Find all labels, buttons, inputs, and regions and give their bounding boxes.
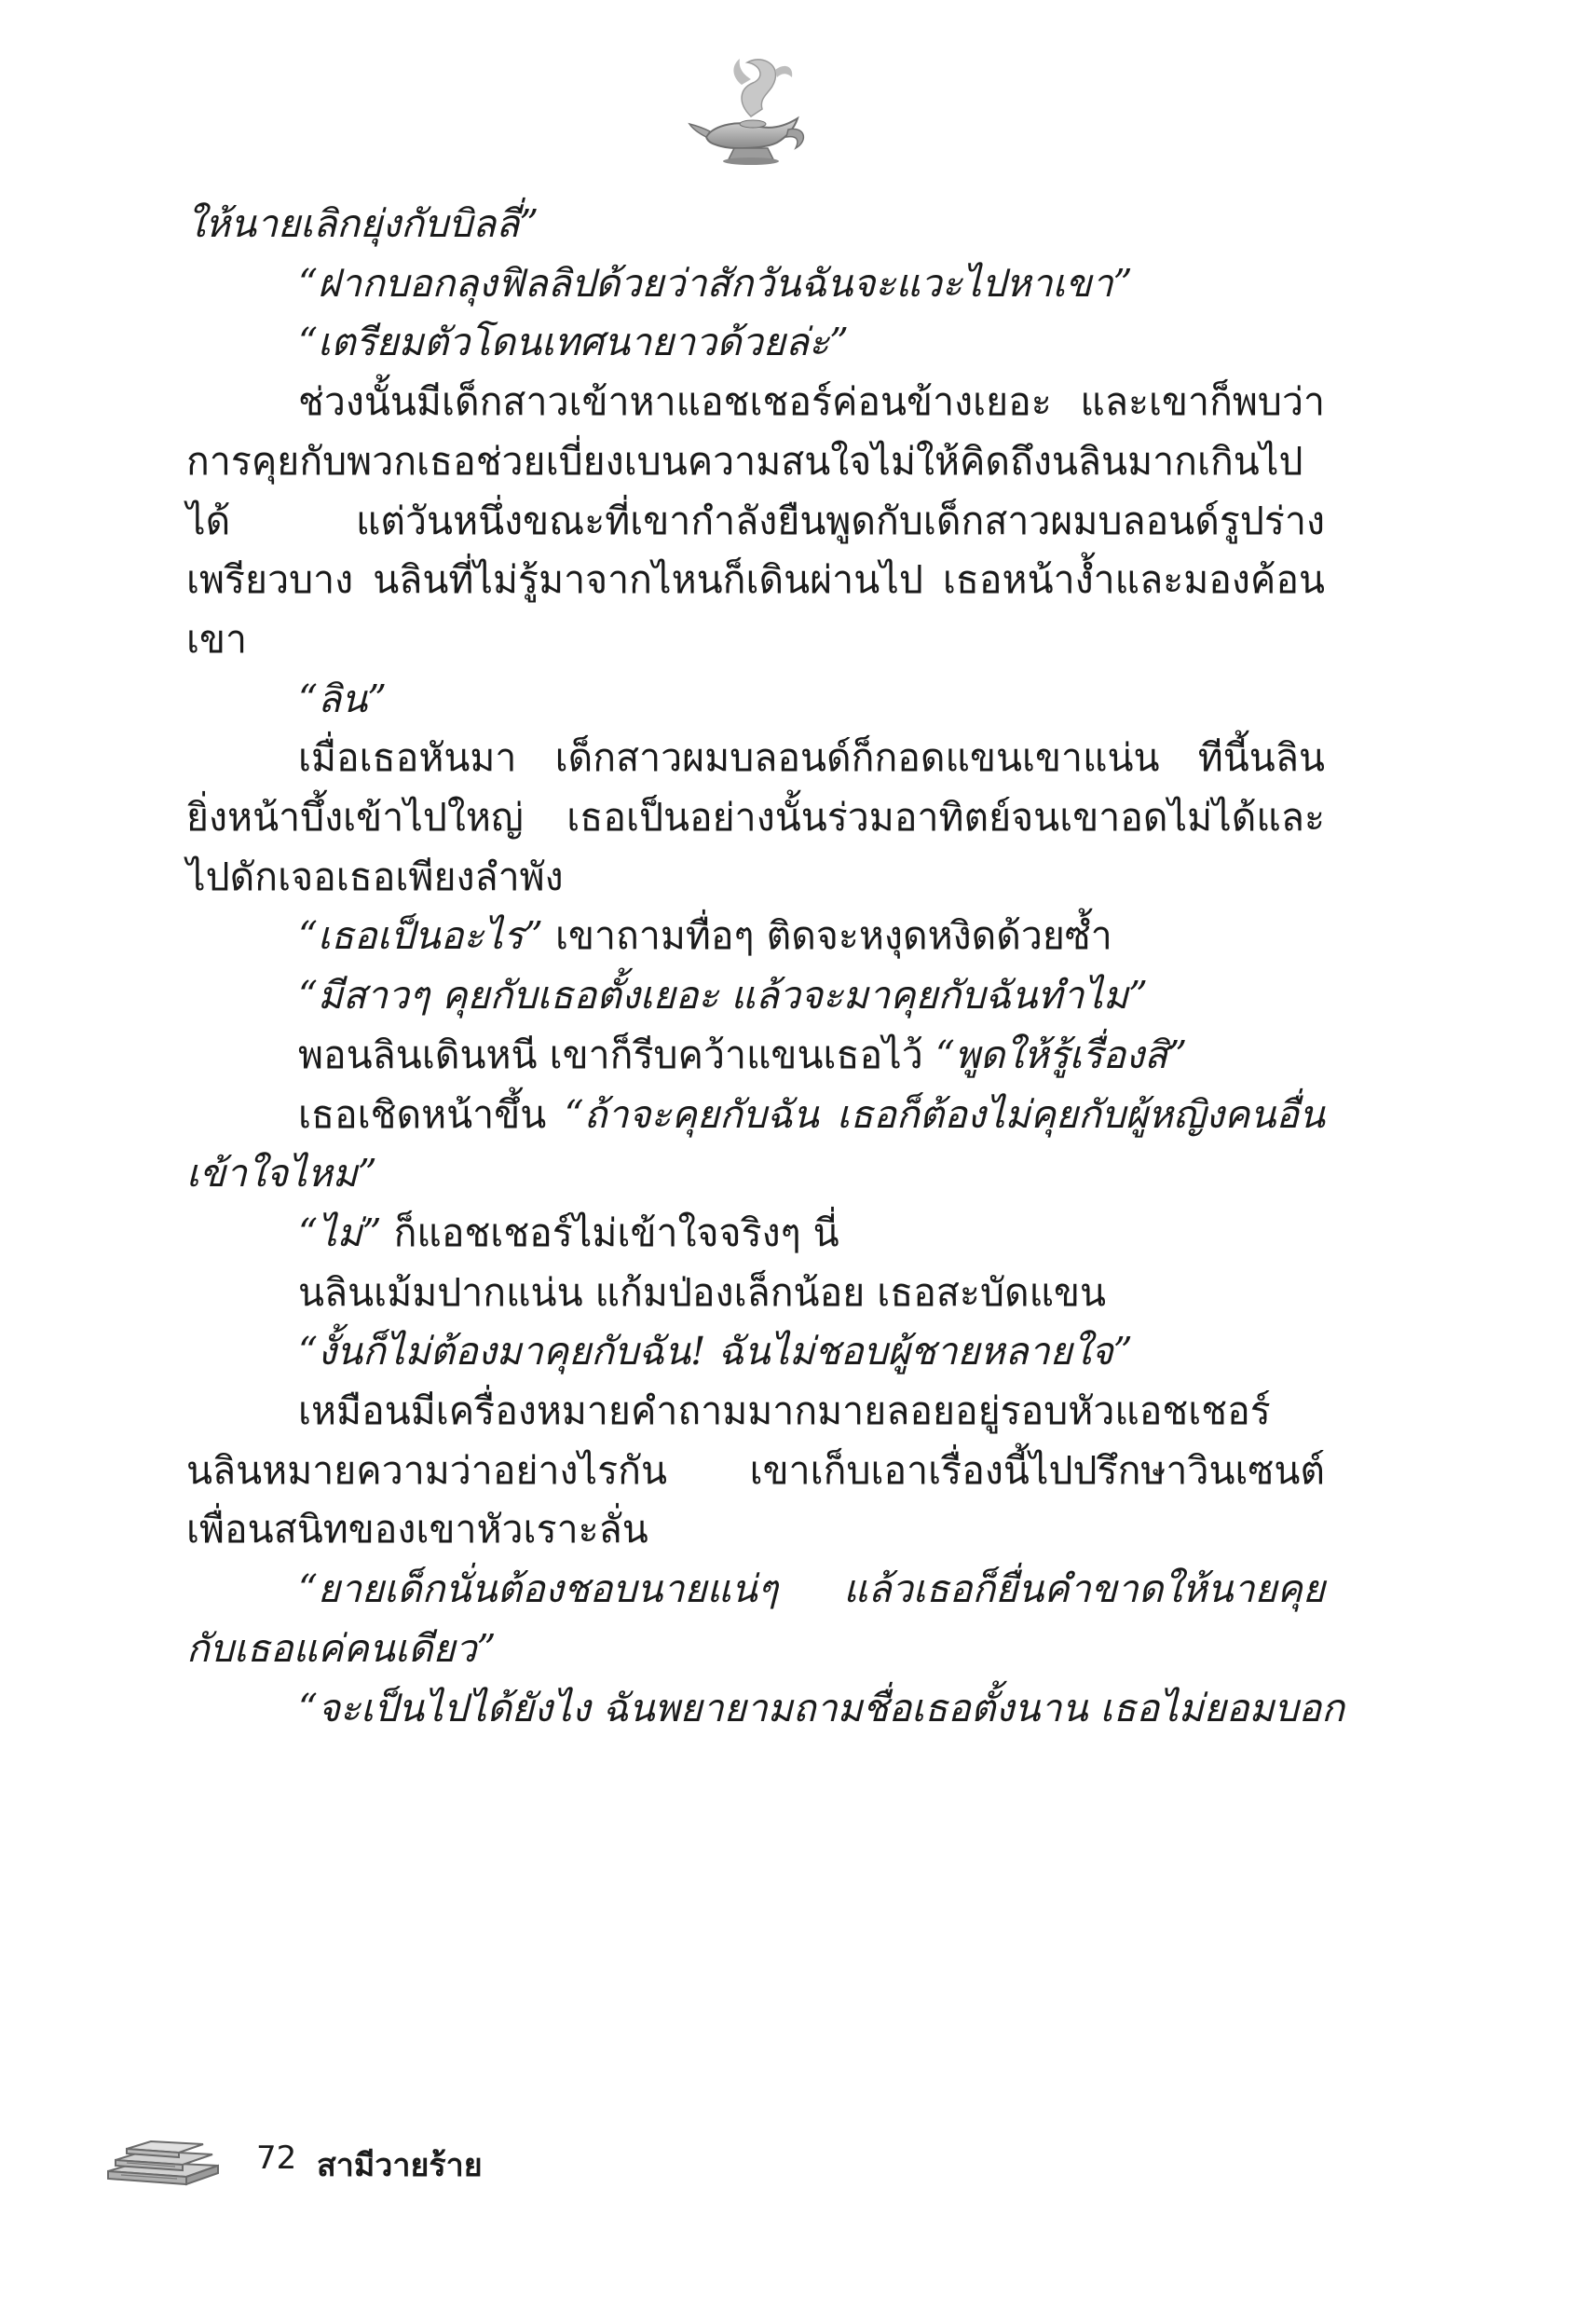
text-segment: นลินเม้มปากแน่น แก้มป่องเล็กน้อย เธอสะบัดแขน (298, 1269, 1107, 1315)
text-line (298, 1265, 1325, 1320)
text-line (186, 552, 1325, 608)
text-segment: พอนลินเดินหนี เขาก็รีบคว้าแขนเธอไว้ (298, 1032, 935, 1077)
text-segment: “ฝากบอกลุงฟิลลิปด้วยว่าสักวันฉันจะแวะไปหาเขา” (298, 260, 1133, 306)
text-segment: ให้นายเลิกยุ่งกับบิลลี่” (186, 201, 539, 246)
text-line (186, 433, 1325, 489)
book-title: สามีวายร้าย (317, 2147, 483, 2184)
text-segment: “งั้นก็ไม่ต้องมาคุยกับฉัน! ฉันไม่ชอบผู้ชายหลายใจ” (298, 1329, 1133, 1374)
text-line (186, 196, 1325, 252)
page-number: 72 (256, 2140, 297, 2177)
text-segment: “ถ้าจะคุยกับฉัน เธอก็ต้องไม่คุยกับผู้หญิงคนอื่น (564, 1091, 1325, 1137)
text-segment: ก็แอชเชอร์ไม่เข้าใจจริงๆ นี่ (381, 1210, 839, 1255)
text-line (298, 671, 1325, 727)
text-segment: กับเธอแค่คนเดียว” (186, 1625, 497, 1671)
text-segment: “ไม่” (298, 1210, 382, 1255)
page-footer (102, 2134, 848, 2190)
text-segment: เขา (186, 616, 248, 662)
text-segment: “เตรียมตัวโดนเทศนายาวด้วยล่ะ” (298, 320, 849, 365)
text-segment: นลินหมายความว่าอย่างไรกัน เขาเก็บเอาเรื่องนี้ไปปรึกษาวินเซนต์ (186, 1447, 1325, 1493)
text-line (298, 1087, 1325, 1142)
text-segment: ช่วงนั้นมีเด็กสาวเข้าหาแอชเชอร์ค่อนข้างเยอะ และเขาก็พบว่า (298, 379, 1325, 425)
text-line (186, 1620, 1325, 1676)
text-line (186, 611, 1325, 667)
magic-lamp-ornament-icon (686, 51, 816, 172)
text-segment: การคุยกับพวกเธอช่วยเบี่ยงเบนความสนใจไม่ให้คิดถึงนลินมากเกินไป (186, 438, 1303, 484)
text-segment: เข้าใจไหม” (186, 1151, 377, 1197)
text-segment: “จะเป็นไปได้ยังไง ฉันพยายามถามชื่อเธอตั้งนาน เธอไม่ยอมบอก (298, 1685, 1344, 1730)
text-segment: “เธอเป็นอะไร” (298, 913, 543, 959)
text-segment: “พูดให้รู้เรื่องสิ” (934, 1032, 1188, 1077)
text-segment: ไปดักเจอเธอเพียงลำพัง (186, 854, 564, 899)
text-segment: เธอเชิดหน้าขึ้น (298, 1091, 565, 1137)
text-segment: “ยายเด็กนั่นต้องชอบนายแน่ๆ แล้วเธอก็ยื่นคำขาดให้นายคุย (298, 1566, 1325, 1612)
text-line (298, 1383, 1325, 1439)
text-line (186, 1501, 1325, 1557)
text-line (298, 967, 1325, 1023)
text-line (186, 1443, 1325, 1498)
text-segment: เหมือนมีเครื่องหมายคำถามมากมายลอยอยู่รอบหัวแอชเชอร์ (298, 1388, 1271, 1433)
text-line (298, 908, 1325, 964)
text-line (186, 493, 1325, 549)
text-line (298, 1561, 1325, 1617)
text-segment: เขาถามทื่อๆ ติดจะหงุดหงิดด้วยซํ้า (542, 913, 1112, 959)
text-segment: เพรียวบาง นลินที่ไม่รู้มาจากไหนก็เดินผ่านไป เธอหน้างํ้าและมองค้อน (186, 557, 1325, 603)
text-segment: เพื่อนสนิทของเขาหัวเราะลั่น (186, 1507, 648, 1552)
text-line (298, 1680, 1344, 1736)
text-line (186, 1145, 1325, 1201)
text-segment: “มีสาวๆ คุยกับเธอตั้งเยอะ แล้วจะมาคุยกับฉันทำไม” (298, 973, 1149, 1019)
text-segment: “ลิน” (298, 676, 388, 721)
text-line (298, 1027, 1325, 1083)
text-line (298, 255, 1325, 311)
text-segment: ยิ่งหน้าบึ้งเข้าไปใหญ่ เธอเป็นอย่างนั้นร่วมอาทิตย์จนเขาอดไม่ได้และ (186, 795, 1325, 840)
text-line (298, 374, 1325, 430)
text-line (298, 730, 1325, 786)
text-line (298, 1205, 1325, 1261)
text-line (298, 1323, 1325, 1379)
text-line (298, 314, 1325, 370)
text-line (186, 849, 1325, 905)
text-line (186, 789, 1325, 845)
stacked-books-icon (102, 2134, 224, 2186)
text-segment: เมื่อเธอหันมา เด็กสาวผมบลอนด์ก็กอดแขนเขาแน่น ทีนี้นลิน (298, 735, 1325, 781)
text-segment: ได้ แต่วันหนึ่งขณะที่เขากำลังยืนพูดกับเด็กสาวผมบลอนด์รูปร่าง (186, 498, 1325, 543)
